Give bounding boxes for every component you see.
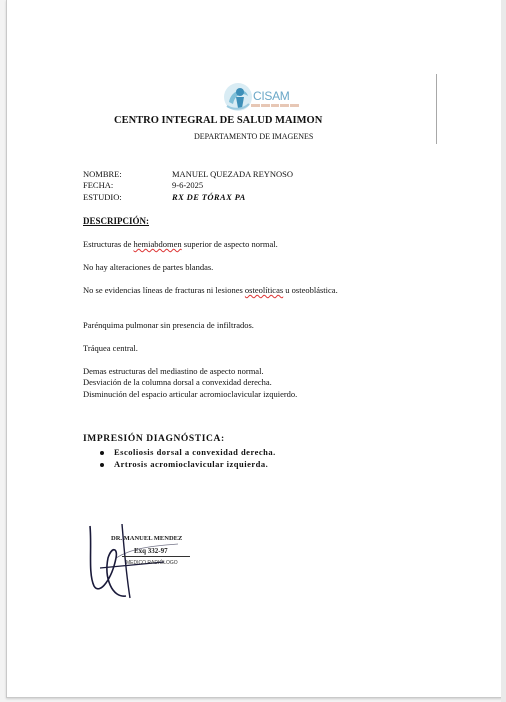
description-heading: DESCRIPCIÓN: — [83, 216, 150, 226]
study-name: RX DE TÓRAX PA — [172, 192, 246, 202]
finding-soft-tissue: No hay alteraciones de partes blandas. — [83, 262, 214, 272]
patient-name: MANUEL QUEZADA REYNOSO — [172, 169, 294, 179]
finding-abdomen: Estructuras de hemiabdomen superior de aspecto normal. — [83, 239, 278, 249]
bullet-icon — [100, 451, 104, 455]
signature-rule — [122, 556, 190, 557]
cisam-logo — [221, 80, 301, 114]
margin-marker — [436, 74, 437, 144]
doctor-exequatur: Exq 332-97 — [134, 547, 168, 555]
institution-title: CENTRO INTEGRAL DE SALUD MAIMON — [114, 115, 323, 126]
logo-tagline — [251, 104, 299, 107]
list-item: Artrosis acromioclavicular izquierda. — [100, 459, 276, 471]
doctor-name: DR. MANUEL MENDEZ — [111, 535, 183, 542]
vertical-scrollbar[interactable] — [501, 0, 506, 702]
document-page — [6, 0, 502, 698]
study-date: 9-6-2025 — [172, 180, 204, 190]
finding-lungs: Parénquima pulmonar sin presencia de infiltrados. — [83, 320, 254, 330]
doctor-role: MEDICO RADIÓLOGO — [126, 560, 178, 566]
date-label: FECHA: — [83, 180, 114, 190]
finding-bones: No se evidencias líneas de fracturas ni lesiones osteolíticas u osteoblástica. — [83, 285, 338, 295]
finding-trachea: Tráquea central. — [83, 343, 138, 353]
impression-list — [100, 447, 276, 471]
list-item: Escoliosis dorsal a convexidad derecha. — [100, 447, 276, 459]
name-label: NOMBRE: — [83, 169, 122, 179]
department-title: DEPARTAMENTO DE IMAGENES — [194, 132, 314, 141]
logo-emblem-icon — [221, 80, 255, 114]
impression-heading: IMPRESIÓN DIAGNÓSTICA: — [83, 434, 225, 444]
study-label: ESTUDIO: — [83, 192, 122, 202]
logo-text: CISAM — [253, 89, 290, 103]
finding-mediastinum: Demas estructuras del mediastino de aspecto normal. Desviación de la columna dorsal a convexidad derecha. Disminución del espacio articular acromioclavicular izquierdo. — [83, 366, 298, 399]
doctor-signature — [82, 518, 222, 604]
bullet-icon — [100, 463, 104, 467]
